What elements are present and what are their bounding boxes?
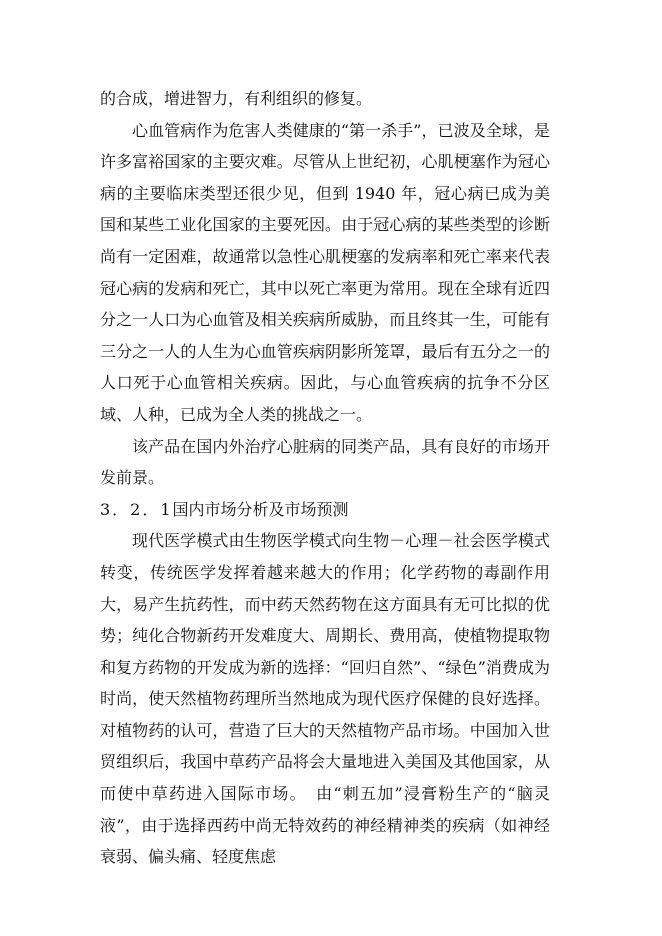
document-page	[100, 83, 550, 873]
paragraph-continued: 的合成，增进智力，有利组织的修复。	[100, 89, 373, 108]
paragraph-cardiovascular: 心血管病作为危害人类健康的“第一杀手”，已波及全球，是许多富裕国家的主要灾难。尽管从上世纪初，心肌梗塞作为冠心病的主要临床类型还很少见，但到 1940 年，冠心病已成为美国和某些工业化国家的主要死因。由于冠心病的某些类型的诊断尚有一定困难，故通常以急性心肌梗塞的发病率和死亡率来代表冠心病的发病和死亡，其中以死亡率更为常用。现在全球有近四分之一人口为心血管及相关疾病所威胁，而且终其一生，可能有三分之一人的人生为心血管疾病阴影所笼罩，最后有五分之一的人口死于心血管相关疾病。因此，与心血管疾病的抗争不分区域、人种，已成为全人类的挑战之一。	[100, 120, 550, 424]
section-heading	[100, 494, 550, 526]
section-number: 3．2．1	[100, 499, 173, 519]
paragraph-domestic-market: 现代医学模式由生物医学模式向生物－心理－社会医学模式转变，传统医学发挥着越来越大的作用；化学药物的毒副作用大，易产生抗药性，而中药天然药物在这方面具有无可比拟的优势；纯化合物新药开发难度大、周期长、费用高，使植物提取物和复方药物的开发成为新的选择：“回归自然”、“绿色”消费成为时尚，使天然植物药理所当然地成为现代医疗保健的良好选择。对植物药的认可，营造了巨大的天然植物产品市场。中国加入世贸组织后，我国中草药产品将会大量地进入美国及其他国家，从而使中草药进入国际市场。 由“刺五加”浸膏粉生产的“脑灵液”，由于选择西药中尚无特效药的神经精神类的疾病（如神经衰弱、偏头痛、轻度焦虑	[100, 531, 550, 867]
paragraph-product-prospect: 该产品在国内外治疗心脏病的同类产品，具有良好的市场开发前景。	[100, 436, 550, 488]
section-title: 国内市场分析及市场预测	[172, 499, 349, 519]
